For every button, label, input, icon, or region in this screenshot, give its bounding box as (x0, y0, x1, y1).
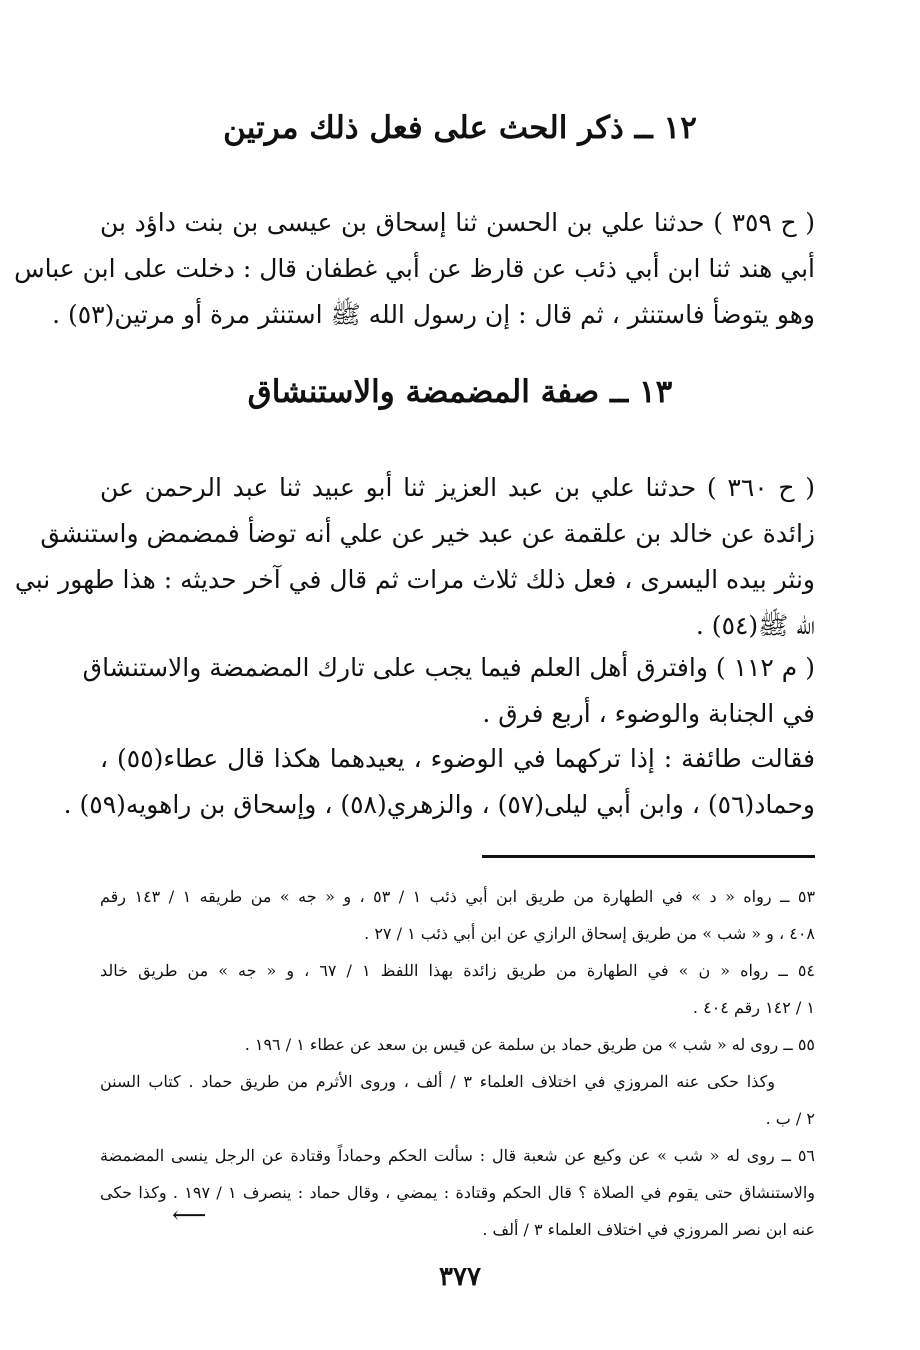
hadith-359-paragraph (14, 200, 815, 338)
section-heading-12: ١٢ ــ ذكر الحث على فعل ذلك مرتين (223, 110, 697, 146)
paragraph-line: في الجنابة والوضوء ، أربع فرق . (482, 699, 815, 728)
issue-112-paragraph (82, 645, 815, 737)
footnote-56 (100, 1137, 815, 1248)
footnote-line: ٤٠٨ ، و « شب » من طريق إسحاق الرازي عن ابن أبي ذئب ١ / ٢٧ . (364, 924, 815, 943)
footnote-line: ٥٦ ــ روى له « شب » عن وكيع عن شعبة قال : سألت الحكم وحماداً وقتادة عن الرجل ينسى المضمضة (100, 1146, 816, 1165)
footnote-55 (100, 1026, 815, 1063)
page-number: ٣٧٧ (439, 1262, 481, 1292)
paragraph-line: وهو يتوضأ فاستنثر ، ثم قال : إن رسول الله ﷺ استنثر مرة أو مرتين(٥٣) . (52, 300, 815, 329)
footnote-line: عنه ابن نصر المروزي في اختلاف العلماء ٣ / ألف . (482, 1220, 815, 1239)
first-opinion-paragraph (63, 736, 815, 828)
footnotes (100, 878, 815, 1248)
continuation-arrow-icon: ⟵ (172, 1201, 207, 1229)
paragraph-line: أبي هند ثنا ابن أبي ذئب عن قارظ عن أبي غطفان قال : دخلت على ابن عباس (14, 254, 815, 283)
paragraph-line: ( ح ٣٦٠ ) حدثنا علي بن عبد العزيز ثنا أبو عبيد ثنا عبد الرحمن عن (100, 473, 815, 502)
paragraph-line: فقالت طائفة : إذا تركهما في الوضوء ، يعيدهما هكذا قال عطاء(٥٥) ، (100, 744, 815, 773)
paragraph-line: وحماد(٥٦) ، وابن أبي ليلى(٥٧) ، والزهري(٥٨) ، وإسحاق بن راهويه(٥٩) . (63, 790, 815, 819)
hadith-360-paragraph (14, 465, 815, 649)
footnote-54 (100, 952, 815, 1026)
footnote-separator (482, 855, 815, 858)
footnote-line: ٥٥ ــ روى له « شب » من طريق حماد بن سلمة عن قيس بن سعد عن عطاء ١ / ١٩٦ . (244, 1035, 815, 1054)
footnote-55-continued (100, 1063, 815, 1137)
footnote-line: والاستنشاق حتى يقوم في الصلاة ؟ قال الحكم وقتادة : يمضي ، وقال حماد : ينصرف ١ / ١٩٧ . وكذا حكى (100, 1183, 816, 1202)
footnote-line: ٥٤ ــ رواه « ن » في الطهارة من طريق زائدة بهذا اللفظ ١ / ٦٧ ، و « جه » من طريق خالد (100, 961, 815, 980)
paragraph-line: ( م ١١٢ ) وافترق أهل العلم فيما يجب على تارك المضمضة والاستنشاق (82, 653, 815, 682)
footnote-line: وكذا حكى عنه المروزي في اختلاف العلماء ٣ / ألف ، وروى الأثرم من طريق حماد . كتاب السنن (100, 1072, 775, 1091)
footnote-line: ١ / ١٤٢ رقم ٤٠٤ . (692, 998, 815, 1017)
section-heading-13: ١٣ ــ صفة المضمضة والاستنشاق (247, 374, 673, 410)
footnote-line: ٥٣ ــ رواه « د » في الطهارة من طريق ابن أبي ذئب ١ / ٥٣ ، و « جه » من طريقه ١ / ١٤٣ رقم (100, 887, 816, 906)
paragraph-line: الله ﷺ(٥٤) . (695, 611, 815, 640)
footnote-line: ٢ / ب . (765, 1109, 815, 1128)
paragraph-line: زائدة عن خالد بن علقمة عن عبد خير عن علي أنه توضأ فمضمض واستنشق (40, 519, 815, 548)
paragraph-line: ونثر بيده اليسرى ، فعل ذلك ثلاث مرات ثم قال في آخر حديثه : هذا طهور نبي (14, 565, 815, 594)
footnote-53 (100, 878, 815, 952)
paragraph-line: ( ح ٣٥٩ ) حدثنا علي بن الحسن ثنا إسحاق بن عيسى بن بنت داؤد بن (100, 208, 815, 237)
